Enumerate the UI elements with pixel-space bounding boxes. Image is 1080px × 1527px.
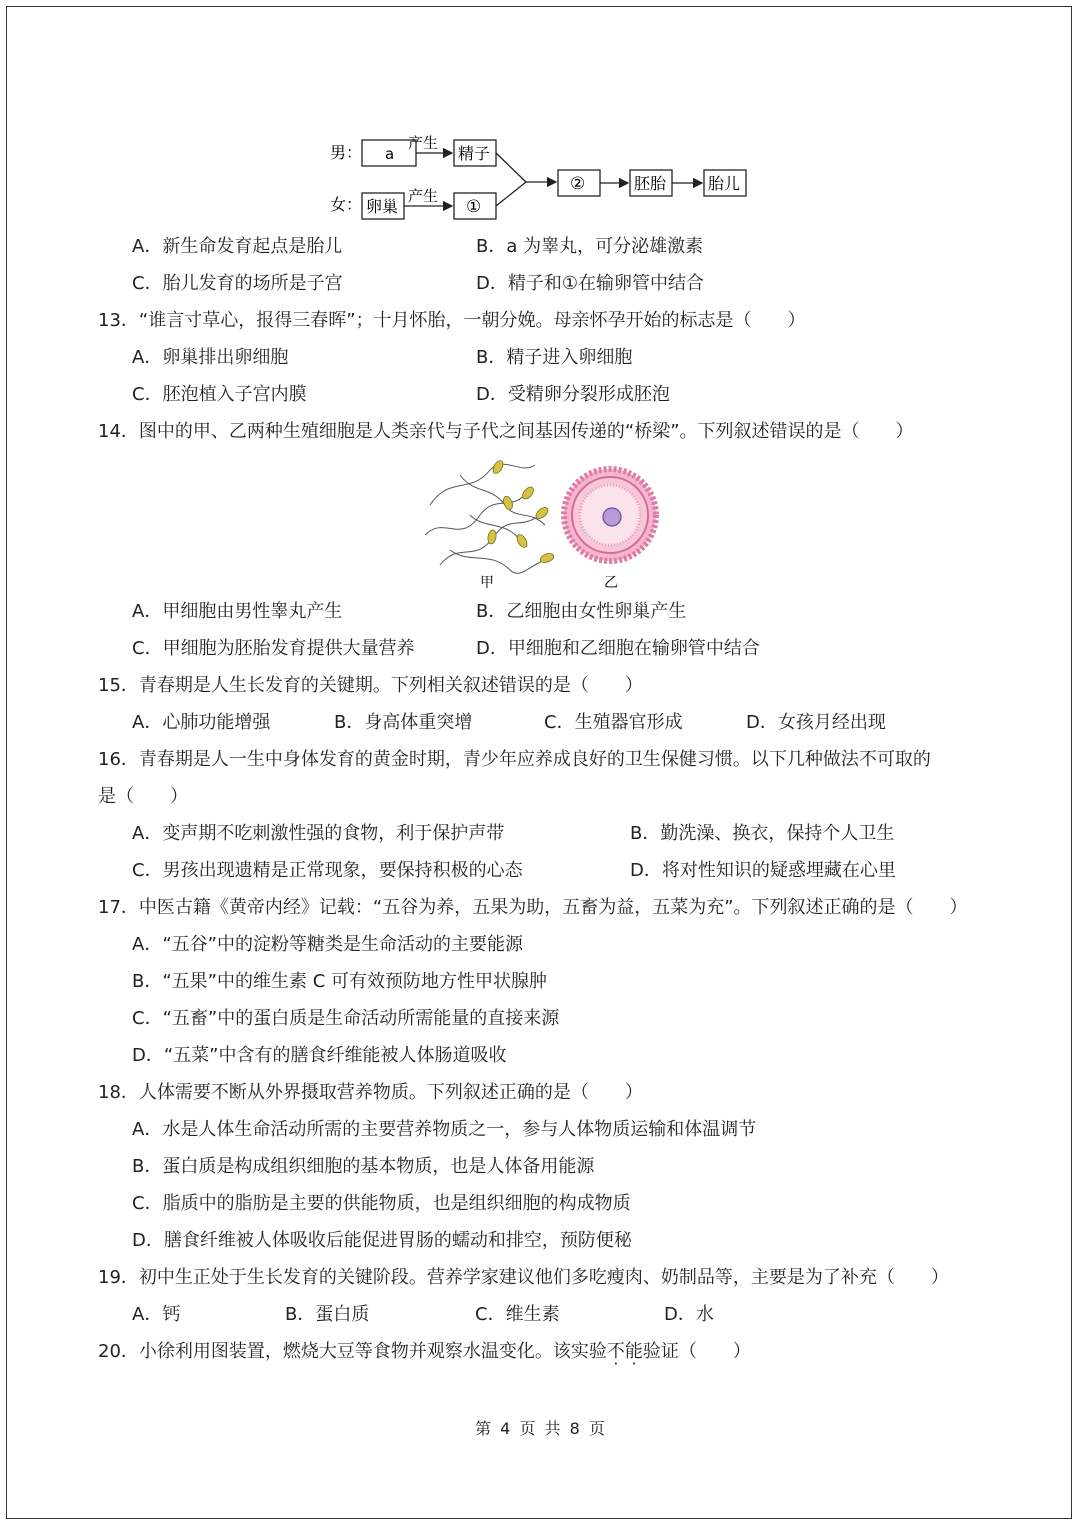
q20-emphasis-not: 不 bbox=[606, 1341, 625, 1362]
q14-option-c: C．甲细胞为胚胎发育提供大量营养 bbox=[132, 638, 415, 659]
box-fetus-text: 胎儿 bbox=[708, 174, 741, 193]
produce-label-top: 产生 bbox=[408, 134, 439, 152]
q19-option-b: B．蛋白质 bbox=[285, 1304, 370, 1325]
q17-stem: 17．中医古籍《黄帝内经》记载：“五谷为养，五果为助，五畜为益，五菜为充”。下列叙述正确的是（ ） bbox=[98, 897, 968, 918]
q14-stem: 14．图中的甲、乙两种生殖细胞是人类亲代与子代之间基因传递的“桥梁”。下列叙述错误的是（ ） bbox=[98, 421, 914, 442]
egg-cell bbox=[564, 469, 656, 561]
box-zygote-2-text: ② bbox=[570, 174, 586, 194]
produce-label-bottom: 产生 bbox=[408, 187, 439, 205]
q14-option-a: A．甲细胞由男性睾丸产生 bbox=[132, 601, 343, 622]
q16-stem-line1: 16．青春期是人一生中身体发育的黄金时期，青少年应养成良好的卫生保健习惯。以下几种做法不可取的 bbox=[98, 749, 931, 770]
q16-stem-line2: 是（ ） bbox=[98, 786, 188, 807]
q17-option-d: D．“五菜”中含有的膳食纤维能被人体肠道吸收 bbox=[132, 1045, 507, 1066]
q20-stem bbox=[98, 1340, 751, 1364]
q13-option-a: A．卵巢排出卵细胞 bbox=[132, 347, 289, 368]
q14-option-b: B．乙细胞由女性卵巢产生 bbox=[476, 601, 687, 622]
q19-option-c: C．维生素 bbox=[475, 1304, 560, 1325]
female-label: 女： bbox=[330, 195, 363, 214]
q17-option-b: B．“五果”中的维生素 C 可有效预防地方性甲状腺肿 bbox=[132, 971, 548, 992]
q19-option-a: A．钙 bbox=[132, 1304, 181, 1325]
q13-option-d: D．受精卵分裂形成胚泡 bbox=[476, 384, 670, 405]
box-egg-1-text: ① bbox=[466, 197, 482, 217]
q14-option-d: D．甲细胞和乙细胞在输卵管中结合 bbox=[476, 638, 760, 659]
total-pages: 8 bbox=[569, 1419, 580, 1438]
q15-stem: 15．青春期是人生长发育的关键期。下列相关叙述错误的是（ ） bbox=[98, 675, 643, 696]
q16-option-d: D．将对性知识的疑惑埋藏在心里 bbox=[630, 860, 896, 881]
q15-option-a: A．心肺功能增强 bbox=[132, 712, 271, 733]
footer-text-gong: 共 bbox=[544, 1419, 561, 1438]
footer-text-ye-2: 页 bbox=[588, 1419, 605, 1438]
q15-option-c: C．生殖器官形成 bbox=[544, 712, 683, 733]
q18-stem: 18．人体需要不断从外界摄取营养物质。下列叙述正确的是（ ） bbox=[98, 1082, 643, 1103]
q16-option-c: C．男孩出现遗精是正常现象，要保持积极的心态 bbox=[132, 860, 523, 881]
q18-option-d: D．膳食纤维被人体吸收后能促进胃肠的蠕动和排空，预防便秘 bbox=[132, 1230, 632, 1251]
male-label: 男： bbox=[330, 143, 363, 162]
sperm-cells bbox=[425, 464, 545, 573]
q13-option-c: C．胚泡植入子宫内膜 bbox=[132, 384, 307, 405]
footer-text-di: 第 bbox=[475, 1419, 492, 1438]
page-footer bbox=[0, 1416, 1080, 1439]
footer-text-ye: 页 bbox=[519, 1419, 536, 1438]
sperm-heads bbox=[487, 459, 555, 564]
q18-option-a: A．水是人体生命活动所需的主要营养物质之一，参与人体物质运输和体温调节 bbox=[132, 1119, 757, 1140]
box-embryo-text: 胚胎 bbox=[634, 174, 667, 193]
label-yi: 乙 bbox=[604, 575, 618, 591]
q12-option-d: D．精子和①在输卵管中结合 bbox=[476, 273, 704, 294]
reproduction-flowchart bbox=[320, 128, 770, 228]
q17-option-a: A．“五谷”中的淀粉等糖类是生命活动的主要能源 bbox=[132, 934, 523, 955]
q20-stem-post: 验证（ ） bbox=[642, 1341, 751, 1362]
box-a-text: a bbox=[385, 145, 395, 163]
q19-option-d: D．水 bbox=[664, 1304, 714, 1325]
q15-option-b: B．身高体重突增 bbox=[334, 712, 473, 733]
q20-stem-pre: 20．小徐利用图装置，燃烧大豆等食物并观察水温变化。该实验 bbox=[98, 1341, 607, 1362]
label-jia: 甲 bbox=[480, 575, 494, 591]
q12-option-a: A．新生命发育起点是胎儿 bbox=[132, 236, 343, 257]
current-page-number: 4 bbox=[500, 1419, 511, 1438]
q16-option-b: B．勤洗澡、换衣，保持个人卫生 bbox=[630, 823, 895, 844]
q13-stem: 13．“谁言寸草心，报得三春晖”；十月怀胎，一朝分娩。母亲怀孕开始的标志是（ ） bbox=[98, 310, 806, 331]
q12-option-c: C．胎儿发育的场所是子宫 bbox=[132, 273, 343, 294]
germ-cells-figure bbox=[420, 455, 670, 595]
q18-option-c: C．脂质中的脂肪是主要的供能物质，也是组织细胞的构成物质 bbox=[132, 1193, 631, 1214]
box-sperm-text: 精子 bbox=[458, 144, 491, 163]
q16-option-a: A．变声期不吃刺激性强的食物，利于保护声带 bbox=[132, 823, 505, 844]
q20-emphasis-can: 能 bbox=[624, 1341, 643, 1362]
q17-option-c: C．“五畜”中的蛋白质是生命活动所需能量的直接来源 bbox=[132, 1008, 560, 1029]
q13-option-b: B．精子进入卵细胞 bbox=[476, 347, 633, 368]
q12-option-b: B．a 为睾丸，可分泌雄激素 bbox=[476, 236, 704, 257]
q19-stem: 19．初中生正处于生长发育的关键阶段。营养学家建议他们多吃瘦肉、奶制品等，主要是为了补充（ ） bbox=[98, 1267, 949, 1288]
q15-option-d: D．女孩月经出现 bbox=[746, 712, 886, 733]
q18-option-b: B．蛋白质是构成组织细胞的基本物质，也是人体备用能源 bbox=[132, 1156, 595, 1177]
box-ovary-text: 卵巢 bbox=[366, 197, 399, 216]
